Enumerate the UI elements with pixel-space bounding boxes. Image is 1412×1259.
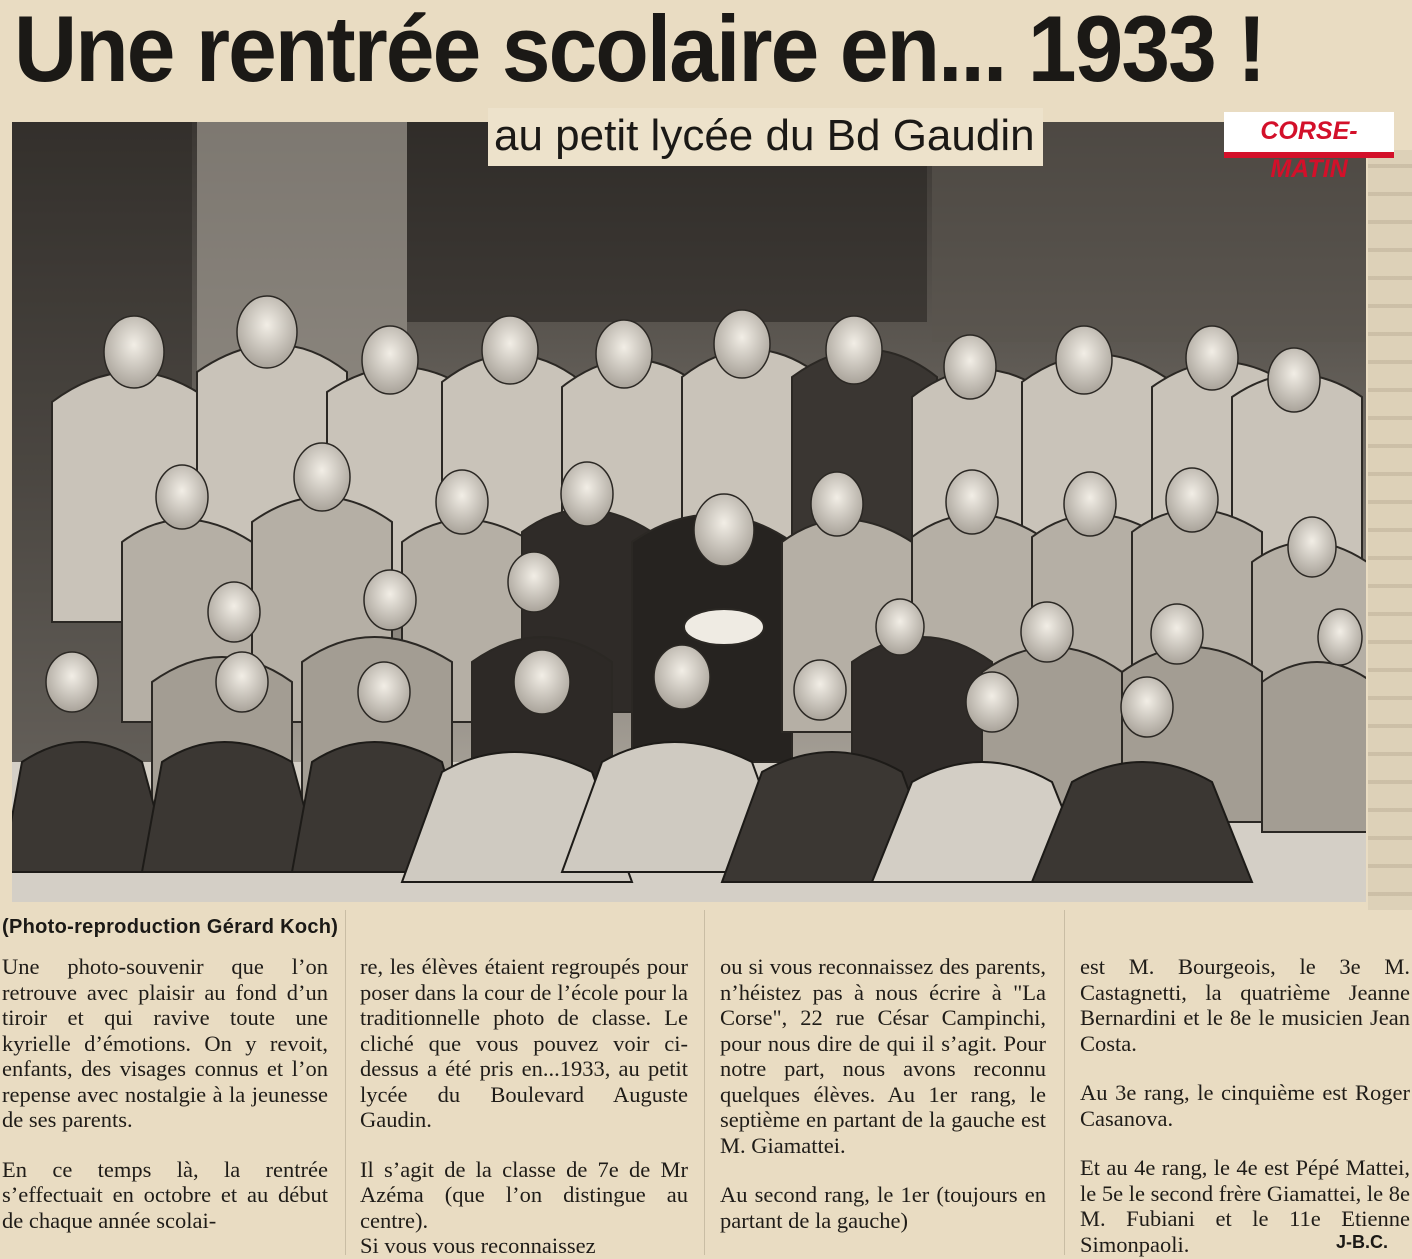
text-column-2 bbox=[360, 954, 688, 1259]
paragraph: En ce temps là, la rentrée s’effectuait en octobre et au début de chaque année scolai- bbox=[2, 1156, 328, 1233]
logo-text: CORSE-MATIN bbox=[1260, 117, 1358, 183]
column-rule bbox=[704, 910, 705, 1255]
paragraph: re, les élèves étaient regroupés pour poser dans la cour de l’école pour la traditionnelle photo de classe. Le cliché que vous pouvez voir ci-dessus a été pris en...1933, au petit lycée du Boulevard Auguste Gaudin. bbox=[360, 954, 688, 1132]
paragraph: Et au 4e rang, le 4e est Pépé Mattei, le 5e le second frère Giamattei, le 8e M. Fubiani et le 11e Etienne Simonpaoli. bbox=[1080, 1155, 1410, 1257]
adjacent-article-bleed bbox=[1368, 150, 1412, 910]
paragraph: Au second rang, le 1er (toujours en partant de la gauche) bbox=[720, 1182, 1046, 1233]
headline: Une rentrée scolaire en... 1933 ! bbox=[14, 0, 1265, 101]
paragraph: Une photo-souvenir que l’on retrouve avec plaisir au fond d’un tiroir et qui ravive toute une kyrielle d’émotions. On y revoit, enfants, des visages connus et l’on repense avec nostalgie à la jeunesse de ses parents. bbox=[2, 954, 328, 1132]
paragraph: ou si vous reconnaissez des parents, n’héistez pas à nous écrire à "La Corse", 22 rue César Campinchi, pour nous dire de qui il s’agit. Pour notre part, nous avons reconnu quelques élèves. Au 1er rang, le septième en partant de la gauche est M. Giamattei. bbox=[720, 954, 1046, 1158]
subheadline: au petit lycée du Bd Gaudin bbox=[488, 108, 1043, 166]
paragraph: Si vous vous reconnaissez bbox=[360, 1233, 596, 1258]
column-rule bbox=[345, 910, 346, 1255]
author-signature: J-B.C. bbox=[1336, 1232, 1389, 1252]
text-column-4 bbox=[1080, 954, 1410, 1257]
text-column-3 bbox=[720, 954, 1046, 1233]
column-rule bbox=[1064, 910, 1065, 1255]
paragraph: Au 3e rang, le cinquième est Roger Casanova. bbox=[1080, 1080, 1410, 1131]
text-column-1 bbox=[2, 954, 328, 1233]
paragraph: est M. Bourgeois, le 3e M. Castagnetti, la quatrième Jeanne Bernardini et le 8e le musicien Jean Costa. bbox=[1080, 954, 1410, 1056]
class-photo-image bbox=[12, 122, 1366, 902]
photo-credit: (Photo-reproduction Gérard Koch) bbox=[2, 916, 339, 938]
class-photo bbox=[12, 122, 1366, 902]
corse-matin-logo bbox=[1224, 112, 1394, 183]
paragraph: Il s’agit de la classe de 7e de Mr Azéma (que l’on distingue au centre). bbox=[360, 1156, 688, 1233]
